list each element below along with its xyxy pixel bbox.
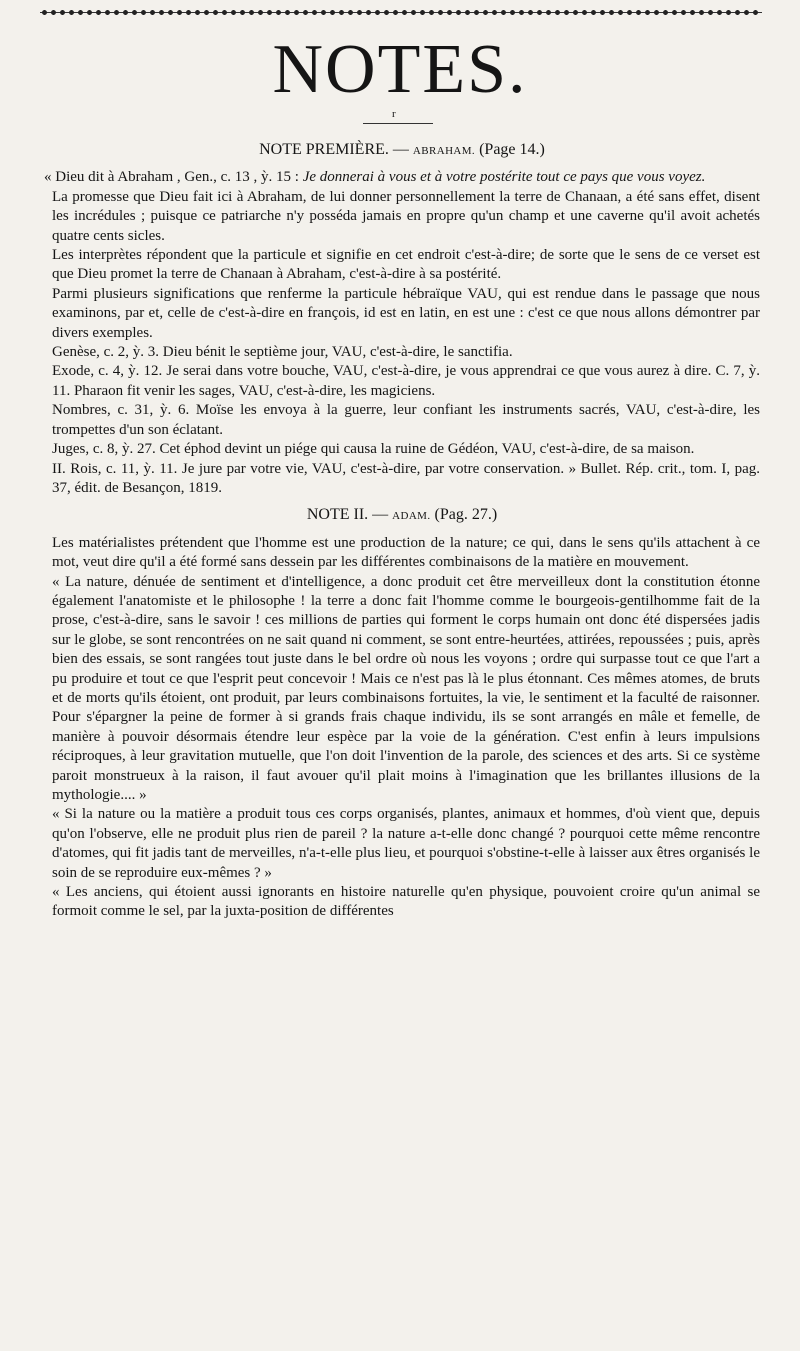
note1-paragraph-2: La promesse que Dieu fait ici à Abraham, de lui donner personnellement la terre de Chanaan, a été sans effet, disent les incrédules ; puisque ce patriarche n'y posséda jamais en propre qu'un champ et une caverne qu'il avoit achetés quatre cents sicles. (52, 188, 760, 244)
note2-paragraph-1: Les matérialistes prétendent que l'homme est une production de la nature; ce qui, dans le sens qu'ils attachent à ce mot, veut dire qu'il a été formé sans dessein par les différentes combinaisons de la matière en mouvement. (52, 534, 760, 571)
note2-heading-main: NOTE II. — (306, 506, 389, 524)
note2-heading (44, 505, 760, 526)
notes-body (44, 140, 760, 922)
title-rule (363, 123, 433, 124)
note1-paragraph-8: Juges, c. 8, ỳ. 27. Cet éphod devint un piége qui causa la ruine de Gédéon, VAU, c'est-à-dire, de sa maison. (52, 441, 695, 458)
note1-heading-ref: (Page 14.) (479, 141, 545, 158)
note2-heading-ref: (Pag. 27.) (434, 506, 498, 524)
top-ornament-border (40, 8, 762, 17)
note2-paragraph-2: « La nature, dénuée de sentiment et d'intelligence, a donc produit cet être merveilleux dont la constitution étonne également l'anatomiste et le philosophe ! la terre a donc fait l'homme comme le bourgeois-gentilhomme fait de la prose, c'est-à-dire, sans le savoir ! ces millions de parties qui forment le corps humain ont donc été dispersées jadis sur le globe, se sont rencontrées on ne sait quand ni comment, se sont entre-heurtées, attirées, repoussées ; puis, après bien des essais, se sont rangées tout juste dans le bel ordre où nous les voyons ; ordre qui surpasse tout ce que l'art a pu produire et tout ce que l'esprit peut concevoir ! Mais ce n'est pas là le plus étonnant. Ces mêmes atomes, de bruts et de morts qu'ils étoient, ont produit, par leurs combinaisons fortuites, la vie, le sentiment et la faculté de raisonner. Pour s'épargner la peine de former à si grands frais chaque individu, ils se sont arrangés en mâle et femelle, de manière à pouvoir désormais étendre leur espèce par la voie de la génération. C'est enfin à leurs impulsions réciproques, à leur gravitation mutuelle, que l'on doit l'invention de la parole, des sciences et des arts. Si ce système paroit monstrueux à la raison, il faut avouer qu'il plait moins à l'imagination que les brillantes illusions de la mythologie.... » (52, 573, 760, 803)
page-title: NOTES. (272, 31, 528, 108)
note1-paragraph-3: Les interprètes répondent que la particule et signifie en cet endroit c'est-à-dire; de sorte que le sens de ce verset est que Dieu promet la terre de Chanaan à Abraham, c'est-à-dire à sa postérité. (52, 247, 760, 283)
note1-paragraph-9: II. Rois, c. 11, ỳ. 11. Je jure par votre vie, VAU, c'est-à-dire, par votre conservation. » Bullet. Rép. crit., tom. I, pag. 37, édit. de Besançon, 1819. (52, 460, 760, 496)
note1-p1-start: « Dieu dit à Abraham , Gen., c. 13 , ỳ. 15 : (44, 169, 303, 186)
note1-paragraph-6: Exode, c. 4, ỳ. 12. Je serai dans votre bouche, VAU, c'est-à-dire, je vous apprendrai ce que vous aurez à dire. C. 7, ỳ. 11. Pharaon fit venir les sages, VAU, c'est-à-dire, les magiciens. (52, 363, 760, 399)
note1-paragraph-5: Genèse, c. 2, ỳ. 3. Dieu bénit le septième jour, VAU, c'est-à-dire, le sanctifia. (52, 344, 513, 361)
note1-heading-main: NOTE PREMIÈRE. — (259, 141, 409, 158)
title-mark: r (392, 108, 396, 120)
note2-paragraph-4: « Les anciens, qui étoient aussi ignorants en histoire naturelle qu'en physique, pouvoient croire qu'un animal se formoit comme le sel, par la juxta-position de différentes (52, 884, 760, 920)
section-gap (44, 498, 760, 505)
note1-paragraph-1 (44, 168, 760, 187)
note1-paragraph-7: Nombres, c. 31, ỳ. 6. Moïse les envoya à la guerre, leur confiant les instruments sacrés, VAU, c'est-à-dire, les trompettes d'un son éclatant. (52, 402, 760, 438)
note2-heading-subject: ADAM. (392, 510, 431, 523)
note1-heading (44, 140, 760, 161)
note1-p1-quote: Je donnerai à vous et à votre postérite tout ce pays que vous voyez. (302, 169, 706, 186)
note1-paragraph-4: Parmi plusieurs significations que renferme la particule hébraïque VAU, qui est rendue dans le passage que nous examinons, par et, celle de c'est-à-dire en françois, id est en latin, en est une : c'est ce que nous allons démontrer par divers exemples. (52, 285, 760, 341)
note1-heading-subject: ABRAHAM. (412, 145, 476, 157)
note2-paragraph-3: « Si la nature ou la matière a produit tous ces corps organisés, plantes, animaux et hommes, d'où vient que, depuis qu'on l'observe, elle ne produit plus rien de pareil ? la nature a-t-elle donc changé ? pourquoi cette même rencontre d'atomes, qui fit jadis tant de merveilles, n'a-t-elle plus lieu, et pourquoi s'obstine-t-elle à laisser aux êtres organisés le soin de se reproduire eux-mêmes ? » (52, 806, 760, 881)
